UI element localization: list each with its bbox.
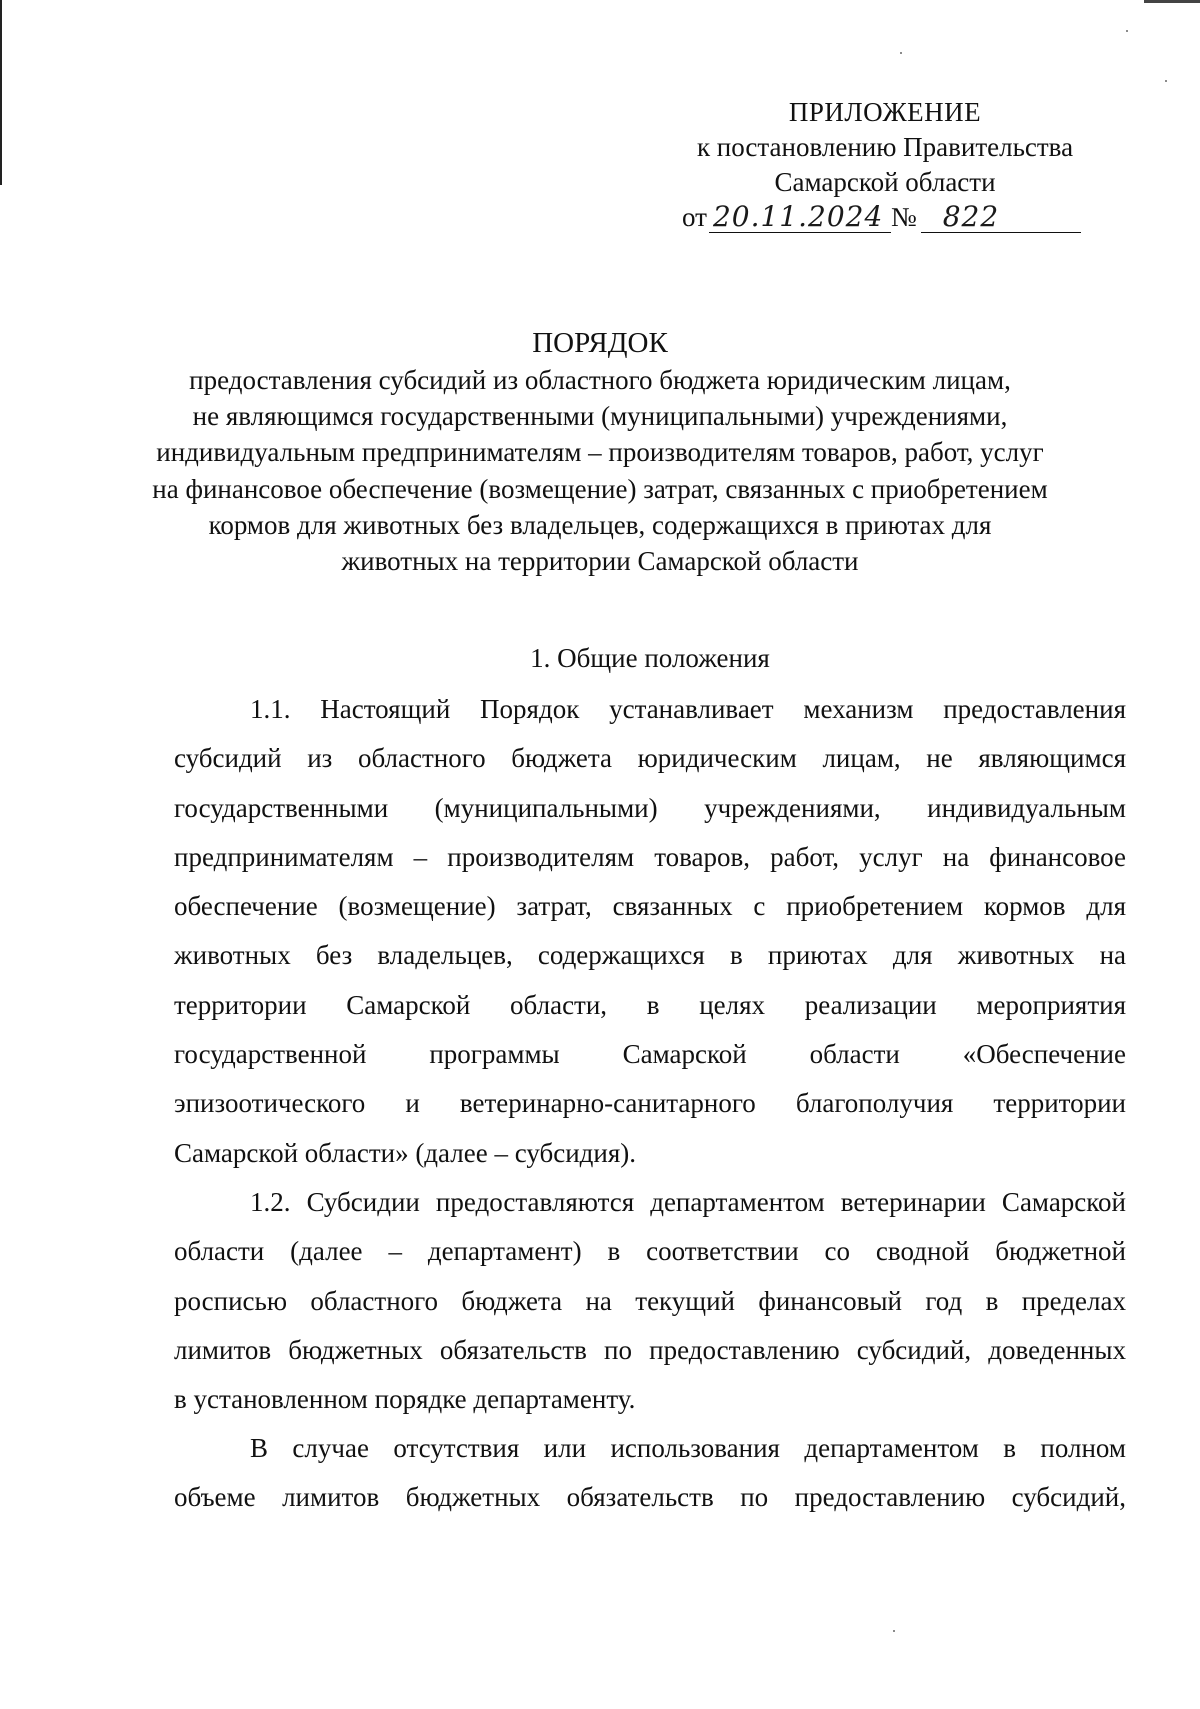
paragraph-line: государственной программы Самарской области «Обеспечение <box>174 1039 1126 1070</box>
paragraph-line: В случае отсутствия или использования департаментом в полном <box>250 1433 1126 1463</box>
paragraph-line: лимитов бюджетных обязательств по предоставлению субсидий, доведенных <box>174 1334 1126 1365</box>
subtitle-line: предоставления субсидий из областного бюджета юридическим лицам, <box>189 365 1011 395</box>
scan-speck <box>893 1630 895 1632</box>
paragraph-1-1 <box>174 685 1126 1178</box>
paragraph-line: эпизоотического и ветеринарно-санитарного благополучия территории <box>174 1088 1126 1119</box>
date-prefix: от <box>682 202 707 232</box>
scan-edge <box>0 0 2 185</box>
document-title: ПОРЯДОК <box>532 327 668 359</box>
scan-speck <box>900 52 902 54</box>
document-subtitle <box>150 362 1050 579</box>
appendix-line-2: Самарской области <box>774 167 996 197</box>
paragraph-3 <box>174 1424 1126 1523</box>
paragraph-line: области (далее – департамент) в соответствии со сводной бюджетной <box>174 1236 1126 1267</box>
section-heading: 1. Общие положения <box>530 643 770 673</box>
paragraph-line: территории Самарской области, в целях реализации мероприятия <box>174 989 1126 1020</box>
subtitle-line: кормов для животных без владельцев, содержащихся в приютах для <box>208 509 992 540</box>
handwritten-date: 20.11.2024 <box>709 202 891 233</box>
paragraph-line: 1.2. Субсидии предоставляются департаментом ветеринарии Самарской <box>250 1187 1126 1217</box>
paragraph-line: субсидий из областного бюджета юридическим лицам, не являющимся <box>174 743 1126 774</box>
subtitle-line: индивидуальным предпринимателям – производителям товаров, работ, услуг <box>156 437 1044 468</box>
paragraph-line: в установленном порядке департаменту. <box>174 1384 636 1415</box>
paragraph-line: росписью областного бюджета на текущий финансовый год в пределах <box>174 1285 1126 1316</box>
subtitle-line: на финансовое обеспечение (возмещение) затрат, связанных с приобретением <box>152 473 1048 504</box>
number-prefix: № <box>890 202 917 232</box>
paragraph-1-2 <box>174 1178 1126 1424</box>
paragraph-line: обеспечение (возмещение) затрат, связанных с приобретением кормов для <box>174 891 1126 922</box>
paragraph-line: 1.1. Настоящий Порядок устанавливает механизм предоставления <box>250 694 1126 724</box>
paragraph-line: предпринимателям – производителям товаров, работ, услуг на финансовое <box>174 841 1126 872</box>
appendix-line-1: к постановлению Правительства <box>696 132 1074 162</box>
paragraph-line: объеме лимитов бюджетных обязательств по предоставлению субсидий, <box>174 1482 1126 1513</box>
date-number-line <box>682 200 1120 235</box>
appendix-title: ПРИЛОЖЕНИЕ <box>788 97 982 127</box>
scan-edge <box>1144 0 1200 3</box>
scan-speck <box>1126 30 1128 32</box>
paragraph-line: государственными (муниципальными) учреждениями, индивидуальным <box>174 792 1126 823</box>
scan-speck <box>1165 80 1167 82</box>
handwritten-number: 822 <box>921 202 1081 233</box>
paragraph-line: Самарской области» (далее – субсидия). <box>174 1137 636 1168</box>
appendix-header <box>650 95 1120 235</box>
subtitle-line: не являющимся государственными (муниципальными) учреждениями, <box>192 401 1008 432</box>
paragraph-line: животных без владельцев, содержащихся в приютах для животных на <box>174 940 1126 971</box>
subtitle-line: животных на территории Самарской области <box>341 546 859 577</box>
